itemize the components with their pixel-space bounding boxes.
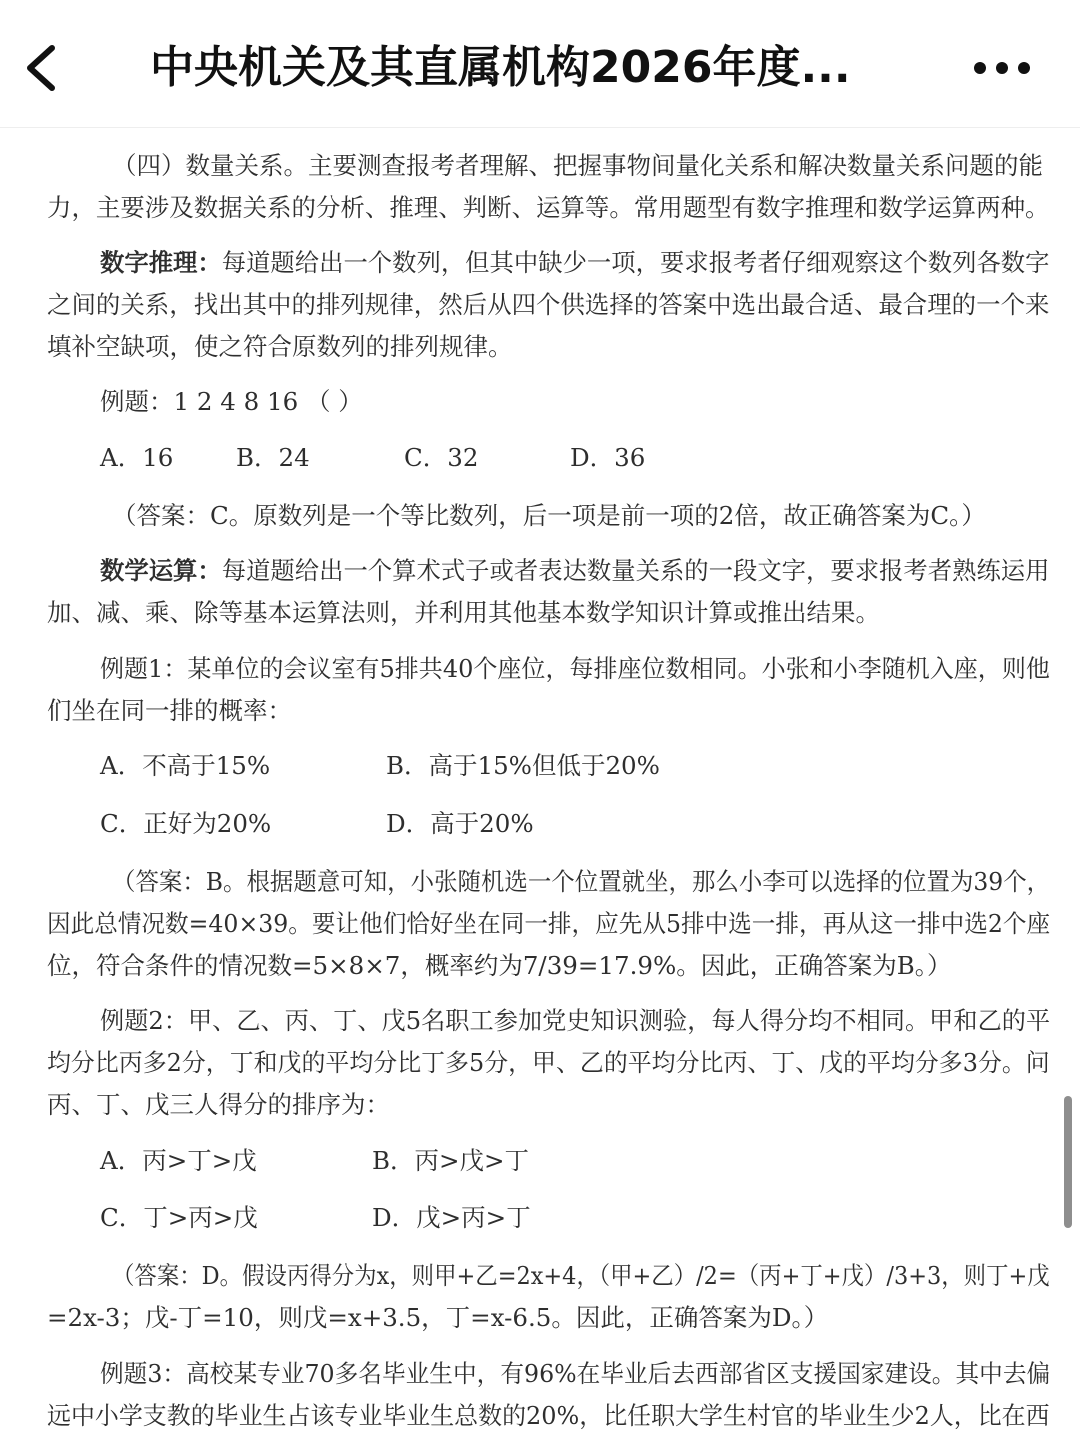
number-reasoning-text: 每道题给出一个数列，但其中缺少一项，要求报考者仔细观察这个数列各数字 [221,248,1050,277]
chevron-left-icon[interactable] [18,38,68,98]
top-nav-bar [0,0,1080,128]
example3-line-2: 远中小学支教的毕业生占该专业毕业生总数的20%，比任职大学生村官的毕业生少2人，比在西 [47,1401,1050,1430]
number-reasoning-line-3: 填补空缺项，使之符合原数列的排列规律。 [47,332,513,361]
example1-option-b: B．高于15%但低于20% [386,751,660,780]
intro-line-1: （四）数量关系。主要测查报考者理解、把握事物间量化关系和解决数量关系问题的能 [112,151,1043,180]
example2-line-1: 例题2：甲、乙、丙、丁、戊5名职工参加党史知识测验，每人得分均不相同。甲和乙的平 [100,1006,1051,1035]
number-reasoning-line-1 [100,246,1049,280]
example2-option-c: C．丁>丙>戊 [100,1203,258,1232]
option-c: C．32 [404,443,479,472]
math-operation-line-1 [100,554,1049,588]
option-b: B．24 [236,443,310,472]
math-operation-text: 每道题给出一个算术式子或者表达数量关系的一段文字，要求报考者熟练运用 [221,556,1050,585]
example2-option-d: D．戊>丙>丁 [372,1203,531,1232]
document-body [0,128,1080,1440]
example2-answer-line-1: （答案：D。假设丙得分为x，则甲+乙=2x+4，（甲+乙）/2=（丙+丁+戊）/3+3，则丁+戊 [112,1261,1050,1290]
vertical-scrollbar[interactable] [1064,1096,1072,1228]
term-number-reasoning: 数字推理： [100,248,222,277]
example2-line-3: 丙、丁、戊三人得分的排序为： [47,1090,390,1119]
example2-line-2: 均分比丙多2分，丁和戊的平均分比丁多5分，甲、乙的平均分比丙、丁、戊的平均分多3分。问 [47,1048,1050,1077]
example1-option-a: A．不高于15% [100,751,271,780]
example1-option-c: C．正好为20% [100,809,272,838]
example-sequence: 例题：1 2 4 8 16 （ ） [100,387,363,416]
more-horizontal-icon[interactable] [972,56,1036,80]
example1-line-2: 们坐在同一排的概率： [47,696,292,725]
number-reasoning-line-2: 之间的关系，找出其中的排列规律，然后从四个供选择的答案中选出最合适、最合理的一个来 [47,290,1050,319]
term-math-operation: 数学运算： [100,556,222,585]
math-operation-line-2: 加、减、乘、除等基本运算法则，并利用其他基本数学知识计算或推出结果。 [47,598,880,627]
intro-line-2: 力，主要涉及数据关系的分析、推理、判断、运算等。常用题型有数字推理和数学运算两种。 [47,193,1050,222]
option-d: D．36 [570,443,646,472]
example2-option-b: B．丙>戊>丁 [372,1146,530,1175]
example1-line-1: 例题1：某单位的会议室有5排共40个座位，每排座位数相同。小张和小李随机入座，则他 [100,654,1050,683]
example1-option-d: D．高于20% [386,809,534,838]
answer-sequence: （答案：C。原数列是一个等比数列，后一项是前一项的2倍，故正确答案为C。） [112,501,986,530]
example1-answer-line-1: （答案：B。根据题意可知，小张随机选一个位置就坐，那么小李可以选择的位置为39个， [112,867,1051,896]
example1-answer-line-2: 因此总情况数=40×39。要让他们恰好坐在同一排，应先从5排中选一排，再从这一排中选2个座 [47,909,1051,938]
example1-answer-line-3: 位，符合条件的情况数=5×8×7，概率约为7/39=17.9%。因此，正确答案为B。） [47,951,952,980]
example3-line-1: 例题3：高校某专业70多名毕业生中，有96%在毕业后去西部省区支援国家建设。其中去偏 [100,1359,1051,1388]
example2-option-a: A．丙>丁>戊 [100,1146,257,1175]
page-title: 中央机关及其直属机构2026年度... [150,42,851,93]
example2-answer-line-2: =2x-3；戊-丁=10，则戊=x+3.5，丁=x-6.5。因此，正确答案为D。） [47,1303,829,1332]
option-a: A．16 [100,443,174,472]
